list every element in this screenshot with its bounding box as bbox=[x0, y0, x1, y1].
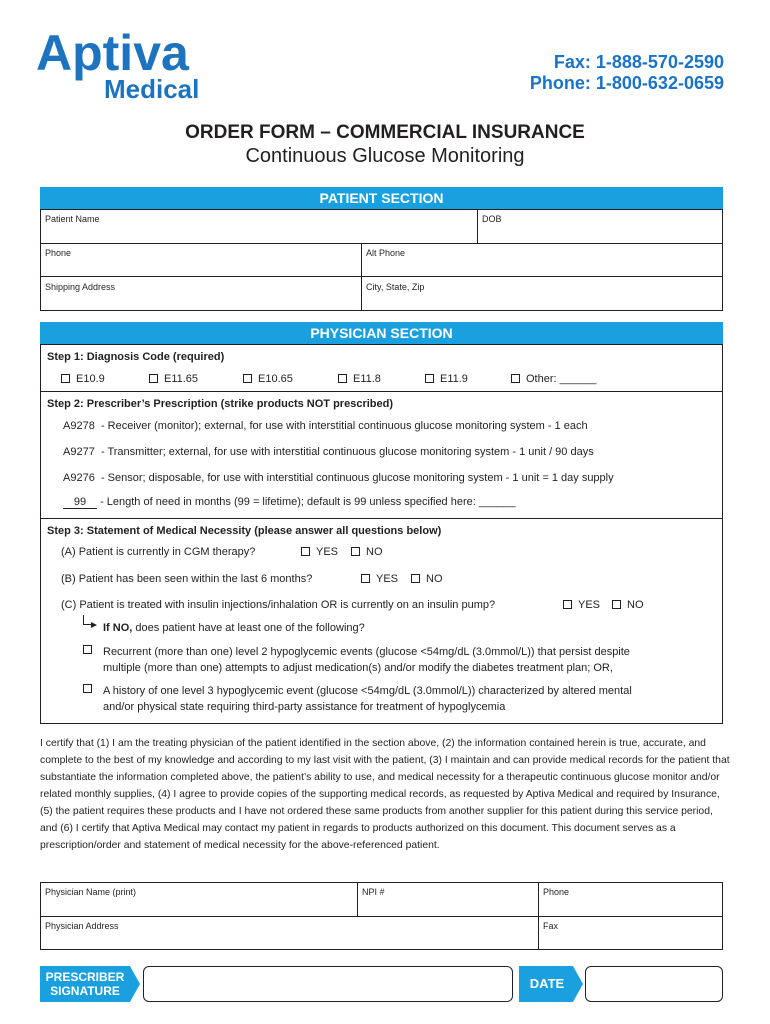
question-b-yes[interactable]: YES bbox=[361, 573, 398, 585]
logo-aptiva: Aptiva bbox=[36, 25, 189, 81]
phone-field[interactable]: Phone bbox=[45, 248, 72, 258]
physician-phone-field[interactable]: Phone bbox=[543, 887, 570, 897]
physician-name-field[interactable]: Physician Name (print) bbox=[45, 887, 137, 897]
checkbox[interactable] bbox=[338, 374, 347, 383]
checkbox[interactable] bbox=[361, 574, 370, 583]
physician-section-header: PHYSICIAN SECTION bbox=[40, 322, 723, 344]
contact-block bbox=[530, 52, 724, 94]
checkbox[interactable] bbox=[61, 374, 70, 383]
signature-field[interactable] bbox=[143, 966, 513, 1002]
checkbox[interactable] bbox=[411, 574, 420, 583]
checkbox[interactable] bbox=[149, 374, 158, 383]
date-label: DATE bbox=[519, 966, 583, 1002]
prescriber-signature-label: PRESCRIBER SIGNATURE bbox=[40, 966, 140, 1002]
logo-medical: Medical bbox=[104, 74, 200, 104]
arrow-head-icon bbox=[91, 622, 97, 628]
form-subtitle: Continuous Glucose Monitoring bbox=[245, 145, 525, 167]
checkbox[interactable] bbox=[425, 374, 434, 383]
step2-title: Step 2: Prescriber’s Prescription (strike products NOT prescribed) bbox=[47, 398, 393, 410]
npi-field[interactable]: NPI # bbox=[362, 887, 385, 897]
form-title: ORDER FORM – COMMERCIAL INSURANCE bbox=[185, 122, 585, 143]
patient-section-header: PATIENT SECTION bbox=[40, 187, 723, 209]
length-of-need[interactable]: 99 - Length of need in months (99 = lifetime); default is 99 unless specified here: ______ bbox=[63, 496, 516, 509]
physician-section bbox=[40, 344, 723, 724]
criteria-option-1-text: Recurrent (more than one) level 2 hypoglycemic events (glucose <54mg/dL (3.0mmol/L)) that persist despite multiple (more than one) attempts to adjust medication(s) and/or modify the diabetes treatment plan; OR, bbox=[103, 646, 630, 674]
physician-info-section bbox=[40, 882, 723, 950]
certification-text: I certify that (1) I am the treating physician of the patient identified in the section above, (2) the information contained herein is true, accurate, and complete to the best of my knowledge and according to my last visit with the patient, (3) I maintain and can provide medical records for the patient that substantiate the information completed above, the patient’s ability to use, and medical necessity for a therapeutic continuous glucose monitor and/or related monthly supplies, (4) I agree to provide copies of the supporting medical records, as requested by Aptiva Medical and required by Insurance, (5) the patient requires these products and I have not ordered these same products from another supplier for this patient during this service period, and (6) I certify that Aptiva Medical may contact my patient in regards to products authorized on this document. This document serves as a prescription/order and statement of medical necessity for the above-referenced patient. bbox=[40, 738, 730, 851]
question-b-no[interactable]: NO bbox=[411, 573, 443, 585]
step1-title: Step 1: Diagnosis Code (required) bbox=[47, 351, 225, 363]
step3-title: Step 3: Statement of Medical Necessity (please answer all questions below) bbox=[47, 525, 442, 537]
physician-fax-field[interactable]: Fax bbox=[543, 921, 559, 931]
length-of-need-input[interactable]: 99 bbox=[63, 497, 97, 509]
criteria-option-2-text: A history of one level 3 hypoglycemic event (glucose <54mg/dL (3.0mmol/L)) characterized by altered mental and/or physical state requiring third-party assistance for treatment of hypoglycemia bbox=[103, 685, 632, 713]
checkbox[interactable] bbox=[243, 374, 252, 383]
patient-section bbox=[40, 209, 723, 311]
physician-address-field[interactable]: Physician Address bbox=[45, 921, 119, 931]
patient-name-field[interactable]: Patient Name bbox=[45, 214, 100, 224]
dx-e11-9[interactable]: E11.9 bbox=[425, 373, 468, 385]
checkbox[interactable] bbox=[511, 374, 520, 383]
criteria-option-1[interactable] bbox=[83, 644, 98, 656]
if-no-prompt: If NO, does patient have at least one of the following? bbox=[103, 622, 365, 634]
checkbox[interactable] bbox=[301, 547, 310, 556]
dob-field[interactable]: DOB bbox=[482, 214, 502, 224]
question-a-yes[interactable]: YES bbox=[301, 546, 338, 558]
checkbox[interactable] bbox=[83, 684, 92, 693]
city-state-zip-field[interactable]: City, State, Zip bbox=[366, 282, 425, 292]
dx-e11-65[interactable]: E11.65 bbox=[149, 373, 198, 385]
checkbox[interactable] bbox=[83, 645, 92, 654]
question-c-no[interactable]: NO bbox=[612, 599, 644, 611]
rx-item-a9276[interactable]: A9276 - Sensor; disposable, for use with interstitial continuous glucose monitoring system - 1 unit = 1 day supply bbox=[63, 472, 614, 484]
rx-item-a9277[interactable]: A9277 - Transmitter; external, for use with interstitial continuous glucose monitoring system - 1 unit / 90 days bbox=[63, 446, 594, 458]
checkbox[interactable] bbox=[612, 600, 621, 609]
shipping-address-field[interactable]: Shipping Address bbox=[45, 282, 116, 292]
dx-e11-8[interactable]: E11.8 bbox=[338, 373, 381, 385]
phone-number: Phone: 1-800-632-0659 bbox=[529, 73, 724, 93]
checkbox[interactable] bbox=[563, 600, 572, 609]
criteria-option-2[interactable] bbox=[83, 683, 98, 695]
question-b: (B) Patient has been seen within the last 6 months? bbox=[61, 573, 313, 585]
date-field[interactable] bbox=[585, 966, 723, 1002]
question-a: (A) Patient is currently in CGM therapy? bbox=[61, 546, 256, 558]
checkbox[interactable] bbox=[351, 547, 360, 556]
question-c-yes[interactable]: YES bbox=[563, 599, 600, 611]
rx-item-a9278[interactable]: A9278 - Receiver (monitor); external, for use with interstitial continuous glucose monitoring system - 1 each bbox=[63, 420, 588, 432]
question-c: (C) Patient is treated with insulin injections/inhalation OR is currently on an insulin pump? bbox=[61, 599, 496, 611]
question-a-no[interactable]: NO bbox=[351, 546, 383, 558]
dx-other[interactable]: Other: ______ bbox=[511, 373, 596, 385]
dx-e10-65[interactable]: E10.65 bbox=[243, 373, 293, 385]
alt-phone-field[interactable]: Alt Phone bbox=[366, 248, 406, 258]
fax-number: Fax: 1-888-570-2590 bbox=[553, 52, 724, 72]
dx-e10-9[interactable]: E10.9 bbox=[61, 373, 105, 385]
